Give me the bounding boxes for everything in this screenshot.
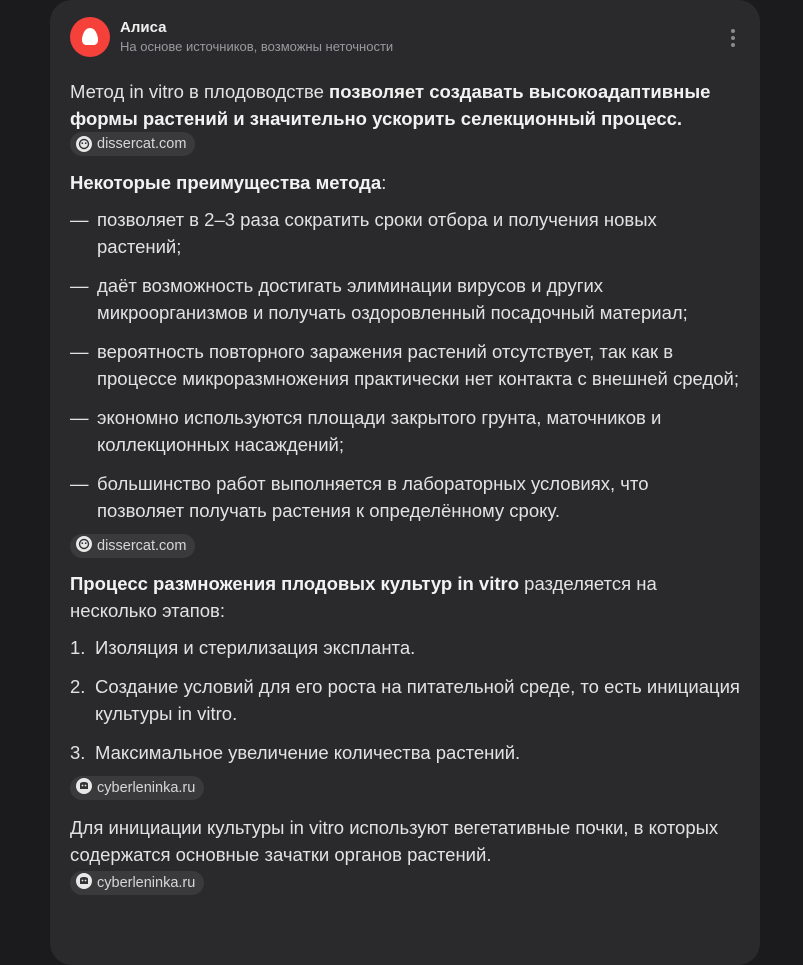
disclaimer-text: На основе источников, возможны неточности: [120, 39, 394, 54]
list-item: — экономно используются площади закрытого грунта, маточников и коллекционных насаждений;: [70, 404, 740, 458]
list-item: 1. Изоляция и стерилизация экспланта.: [70, 637, 416, 658]
initiation-paragraph: Для инициации культуры in vitro используют вегетативные почки, в которых содержатся основные зачатки органов растений.: [70, 817, 719, 865]
source-chip-cyberleninka[interactable]: [70, 776, 204, 800]
more-options-icon[interactable]: [728, 26, 738, 50]
message-body: [70, 78, 740, 895]
advantages-list: [70, 206, 740, 524]
list-item: — позволяет в 2–3 раза сократить сроки отбора и получения новых растений;: [70, 206, 740, 260]
advantages-heading: Некоторые преимущества метода:: [70, 172, 387, 193]
list-item: — вероятность повторного заражения растений отсутствует, так как в процессе микроразмножения практически нет контакта с внешней средой;: [70, 338, 740, 392]
list-item: — большинство работ выполняется в лабораторных условиях, что позволяет получать растения к определённому сроку.: [70, 470, 740, 524]
source-label: cyberleninka.ru: [97, 875, 196, 891]
source-label: dissercat.com: [97, 538, 187, 554]
dissercat-favicon-icon: [76, 536, 92, 552]
list-item: 3. Максимальное увеличение количества растений.: [70, 742, 521, 763]
cyberleninka-favicon-icon: [76, 873, 92, 889]
alice-logo-icon: [79, 26, 101, 48]
list-item: 2. Создание условий для его роста на питательной среде, то есть инициация культуры in vitro.: [70, 676, 740, 724]
source-chip-dissercat[interactable]: [70, 534, 195, 558]
assistant-message-card: [50, 0, 760, 965]
source-label: dissercat.com: [97, 136, 187, 152]
cyberleninka-favicon-icon: [76, 778, 92, 794]
process-steps-list: [70, 634, 740, 766]
list-item: — даёт возможность достигать элиминации вирусов и других микроорганизмов и получать оздоровленный посадочный материал;: [70, 272, 740, 326]
message-header: [70, 17, 393, 57]
process-paragraph: Процесс размножения плодовых культур in vitro разделяется на несколько этапов:: [70, 573, 657, 621]
dissercat-favicon-icon: [76, 136, 92, 152]
source-label: cyberleninka.ru: [97, 780, 196, 796]
alice-avatar: [70, 17, 110, 57]
source-chip-cyberleninka[interactable]: [70, 871, 204, 895]
intro-highlight: позволяет создавать высокоадаптивные формы растений и значительно ускорить селекционный процесс.: [70, 81, 711, 129]
intro-paragraph: Метод in vitro в плодоводстве позволяет создавать высокоадаптивные формы растений и значительно ускорить селекционный процесс. dissercat.com: [70, 78, 740, 159]
assistant-name: Алиса: [120, 19, 167, 36]
source-chip-dissercat[interactable]: [70, 132, 195, 156]
